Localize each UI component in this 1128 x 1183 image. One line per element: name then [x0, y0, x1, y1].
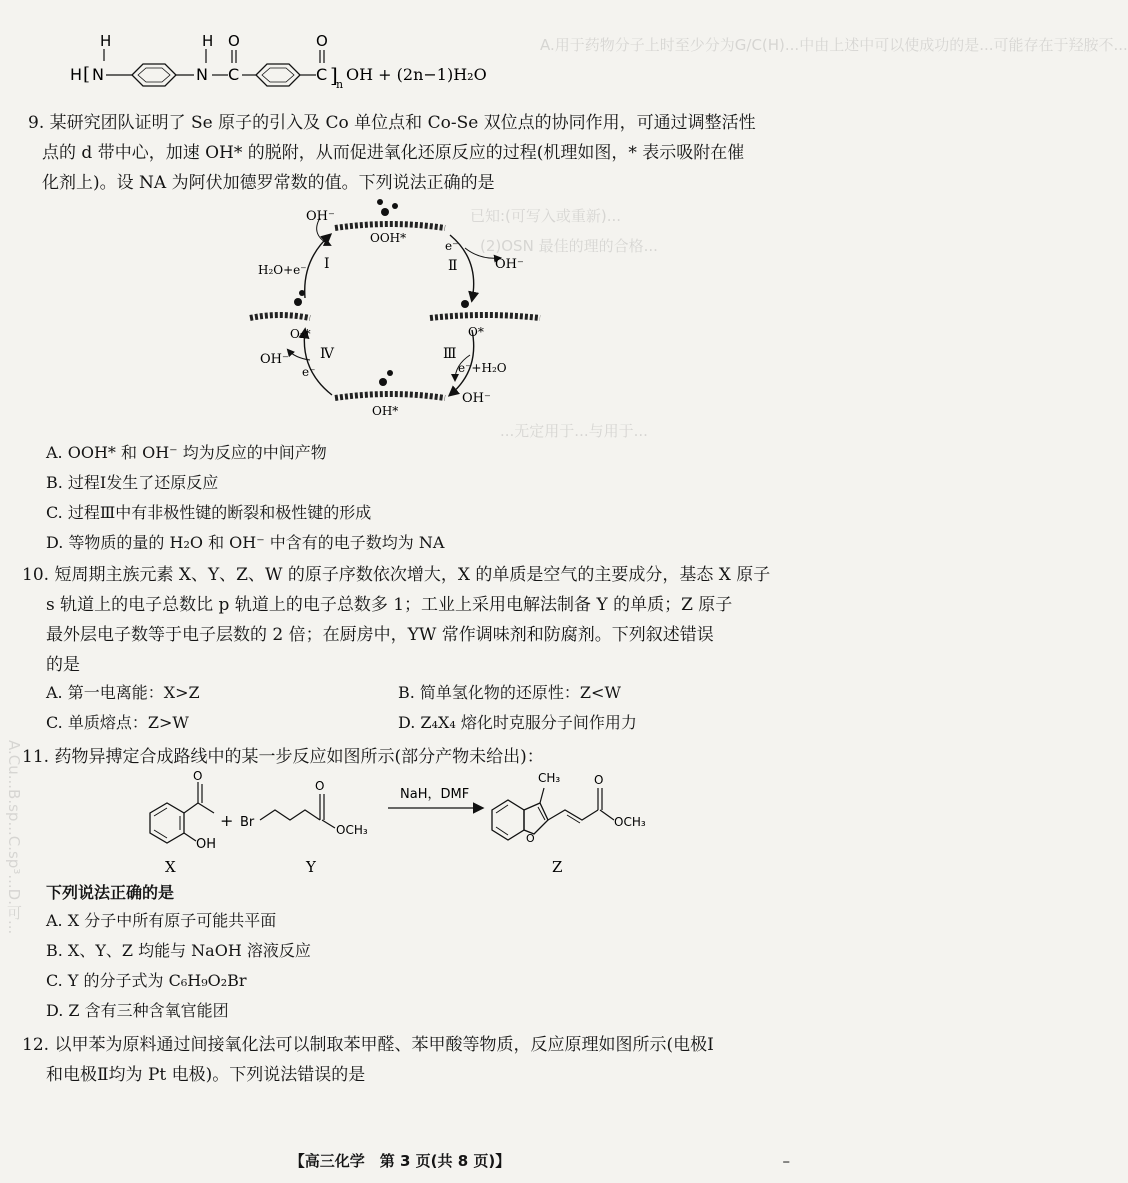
- q11-prompt: 下列说法正确的是: [46, 883, 175, 902]
- q10-option-c: C. 单质熔点：Z>W: [46, 713, 189, 732]
- cycle-label: OH⁻: [462, 391, 491, 406]
- q10-option-a: A. 第一电离能：X>Z: [46, 683, 200, 702]
- q11-text-line: 11. 药物异搏定合成路线中的某一步反应如图所示(部分产物未给出)：: [22, 747, 544, 767]
- cycle-label: H₂O+e⁻: [258, 263, 307, 277]
- cycle-label: O*: [468, 325, 484, 339]
- bleed-text: (2)OSN 最佳的理的合格...: [480, 237, 658, 255]
- label-z: Z: [552, 858, 563, 876]
- polymer-n: n: [336, 78, 344, 91]
- cycle-step: Ⅲ: [443, 346, 457, 362]
- corner-mark: –: [782, 1152, 790, 1170]
- svg-text:OCH₃: OCH₃: [614, 815, 646, 829]
- svg-text:CH₃: CH₃: [538, 771, 561, 785]
- q9-text-line: 点的 d 带中心，加速 OH* 的脱附，从而促进氧化还原反应的过程(机理如图，* 表示吸附在催: [42, 143, 745, 163]
- molecule-y: [240, 779, 368, 837]
- cycle-label: e⁻: [302, 365, 316, 379]
- svg-text:O: O: [315, 779, 325, 793]
- svg-text:H: H: [70, 65, 83, 84]
- q11-option-d: D. Z 含有三种含氧官能团: [46, 1001, 229, 1020]
- q9-text-line: 9. 某研究团队证明了 Se 原子的引入及 Co 单位点和 Co-Se 双位点的协同作用，可通过调整活性: [28, 113, 756, 133]
- reaction-conditions: NaH，DMF: [400, 787, 470, 802]
- q10-text-line: 最外层电子数等于电子层数的 2 倍；在厨房中，YW 常作调味剂和防腐剂。下列叙述错误: [46, 625, 714, 645]
- q11-option-a: A. X 分子中所有原子可能共平面: [46, 911, 277, 930]
- q9-option-a: A. OOH* 和 OH⁻ 均为反应的中间产物: [46, 443, 327, 462]
- page-footer: 【高三化学 第 3 页(共 8 页)】: [289, 1152, 511, 1170]
- svg-text:N: N: [196, 65, 208, 84]
- cycle-label: e⁻+H₂O: [458, 361, 507, 375]
- svg-text:OH: OH: [196, 837, 217, 852]
- label-y: Y: [306, 858, 316, 876]
- svg-text:N: N: [92, 65, 104, 84]
- svg-text:C: C: [228, 65, 240, 84]
- svg-text:H: H: [100, 32, 112, 50]
- cycle-label: O₂*: [290, 327, 311, 341]
- cycle-label: e⁻: [445, 239, 459, 253]
- q10-text-line: 的是: [46, 655, 80, 675]
- q12-text-line: 和电极Ⅱ均为 Pt 电极)。下列说法错误的是: [46, 1065, 366, 1085]
- cycle-label: OOH*: [370, 231, 407, 245]
- svg-text:H: H: [202, 32, 214, 50]
- q11-option-b: B. X、Y、Z 均能与 NaOH 溶液反应: [46, 941, 311, 960]
- bleed-text: A.Cu...B.sp...C.sp³...D.可...: [5, 740, 23, 935]
- q9-option-c: C. 过程Ⅲ中有非极性键的断裂和极性键的形成: [46, 503, 372, 522]
- cycle-step: Ⅱ: [448, 258, 458, 274]
- q12-text-line: 12. 以甲苯为原料通过间接氧化法可以制取苯甲醛、苯甲酸等物质，反应原理如图所示(电极Ⅰ: [22, 1035, 714, 1055]
- catalyst-surface-top: [335, 199, 445, 228]
- polymer-structure: [60, 30, 520, 95]
- q11-option-c: C. Y 的分子式为 C₆H₉O₂Br: [46, 971, 247, 990]
- svg-text:O: O: [193, 769, 203, 783]
- q9-option-d: D. 等物质的量的 H₂O 和 OH⁻ 中含有的电子数均为 NA: [46, 533, 445, 552]
- svg-text:O: O: [526, 832, 535, 845]
- q10-text-line: s 轨道上的电子总数比 p 轨道上的电子总数多 1；工业上采用电解法制备 Y 的单质；Z 原子: [46, 595, 733, 615]
- bleed-text: ...无定用于...与用于...: [500, 422, 648, 440]
- cycle-step: Ⅳ: [320, 346, 334, 362]
- catalyst-surface-right: [430, 300, 540, 318]
- svg-text:C: C: [316, 65, 328, 84]
- cycle-label: OH⁻: [260, 352, 289, 367]
- q10-text-line: 10. 短周期主族元素 X、Y、Z、W 的原子序数依次增大，X 的单质是空气的主要成分，基态 X 原子: [22, 565, 771, 585]
- q10-option-d: D. Z₄X₄ 熔化时克服分子间作用力: [398, 713, 637, 732]
- catalyst-surface-bottom: [335, 370, 445, 398]
- q9-option-b: B. 过程Ⅰ发生了还原反应: [46, 473, 219, 492]
- cycle-label: OH*: [372, 404, 399, 418]
- q9-mechanism-diagram: [240, 190, 560, 435]
- plus-sign: +: [220, 811, 234, 830]
- cycle-label: OH⁻: [495, 257, 524, 272]
- bleed-text: A.用于药物分子上时至少分为G/C(H)...中由上述中可以使成功的是...可能存在于羟胺不...: [540, 36, 1128, 54]
- svg-text:O: O: [594, 773, 604, 787]
- molecule-x: [150, 769, 216, 852]
- q9-text-line: 化剂上)。设 NA 为阿伏加德罗常数的值。下列说法正确的是: [42, 173, 495, 193]
- svg-text:]: ]: [330, 63, 338, 87]
- q11-reaction-scheme: [120, 768, 680, 878]
- q10-option-b: B. 简单氢化物的还原性：Z<W: [398, 683, 621, 702]
- svg-text:[: [: [83, 64, 91, 85]
- polymer-tail: OH + (2n−1)H₂O: [346, 65, 487, 84]
- cycle-step: Ⅰ: [324, 256, 330, 272]
- svg-text:O: O: [316, 32, 328, 50]
- cycle-label: OH⁻: [306, 209, 335, 224]
- molecule-z: [492, 771, 646, 845]
- catalyst-surface-left: [250, 290, 310, 318]
- label-x: X: [165, 858, 176, 876]
- svg-text:O: O: [228, 32, 240, 50]
- svg-text:OCH₃: OCH₃: [336, 823, 368, 837]
- bleed-text: 已知:(可写入或重新)...: [470, 207, 622, 225]
- svg-text:Br: Br: [240, 815, 255, 830]
